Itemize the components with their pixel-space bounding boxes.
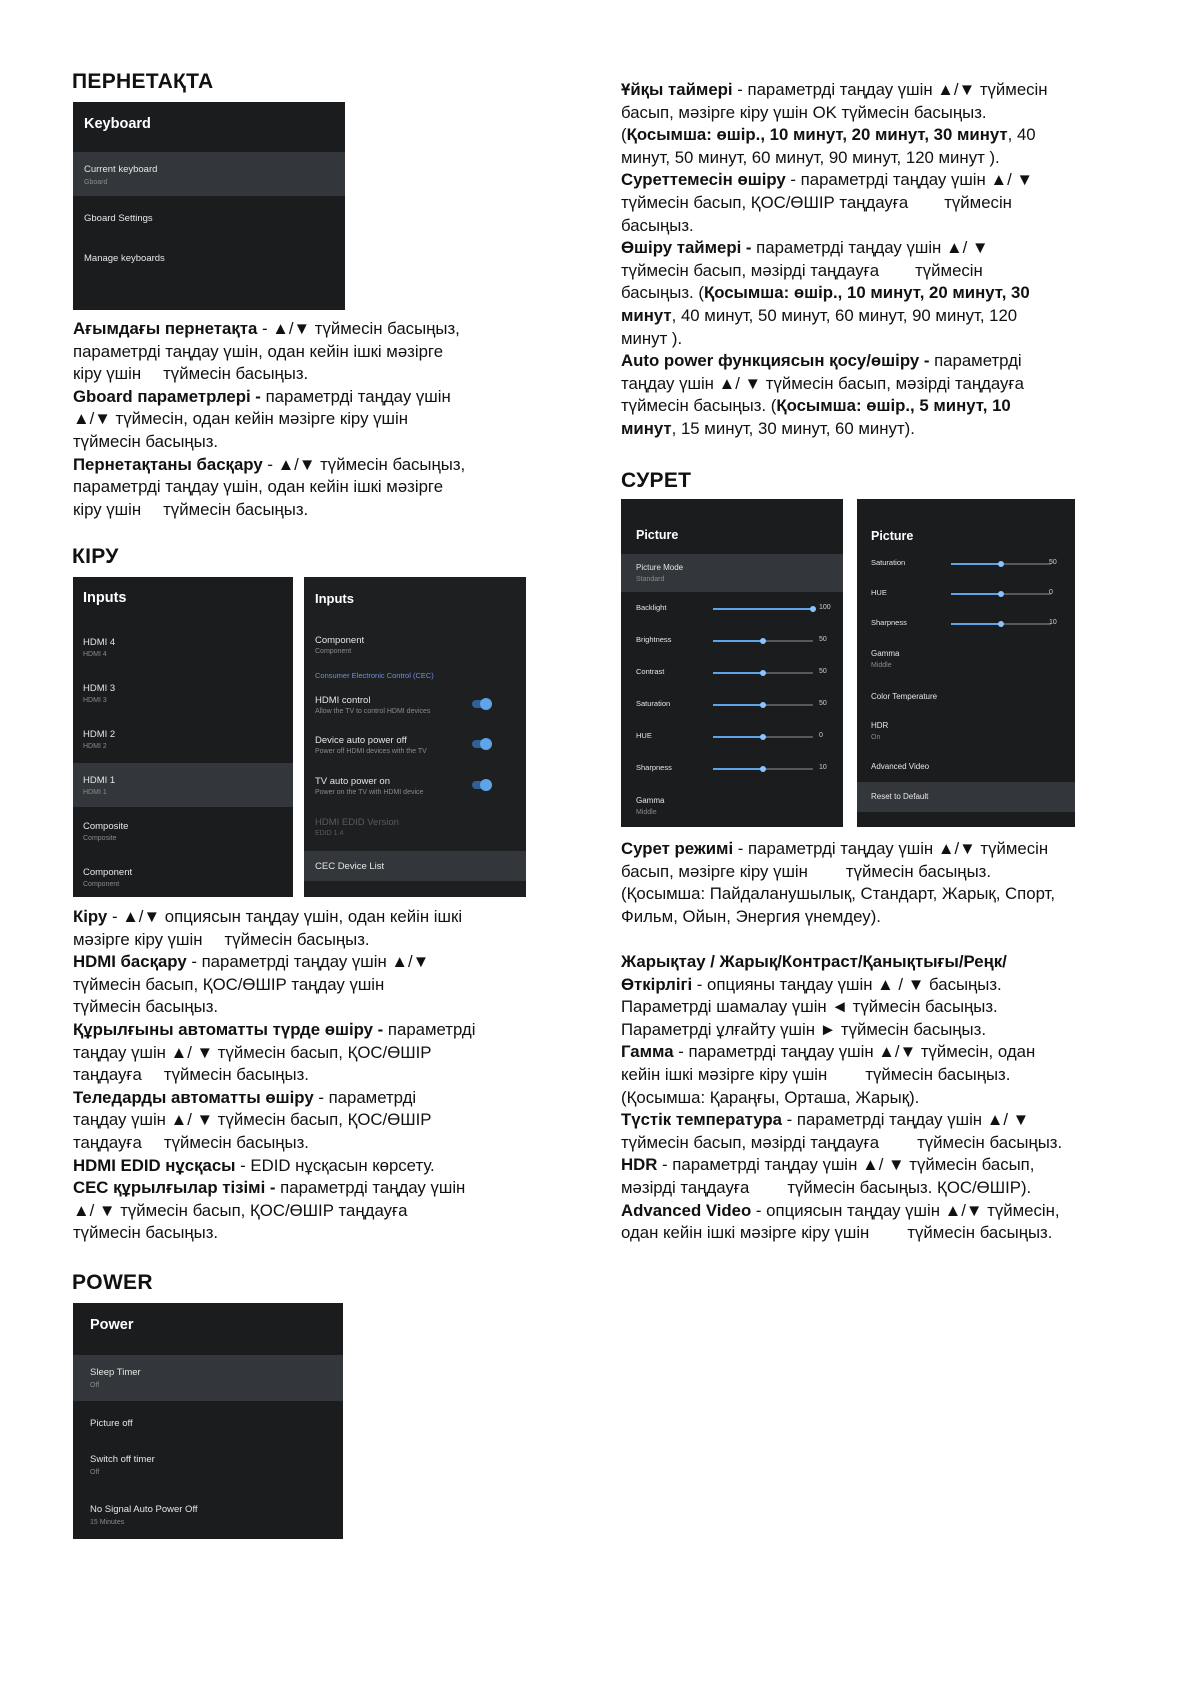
color-temperature-term: Түстік температура bbox=[621, 1110, 782, 1130]
slider-label: Backlight bbox=[636, 603, 667, 612]
manage-keyboards-term: Пернетақтаны басқару bbox=[73, 454, 263, 474]
keyboard-screen bbox=[73, 102, 345, 310]
input-item-composite[interactable] bbox=[73, 809, 293, 853]
device-auto-off-sub: Power off HDMI devices with the TV bbox=[315, 748, 427, 755]
power-heading: POWER bbox=[72, 1271, 153, 1294]
text: параметрді таңдау үшін, одан кейін ішкі мәзірге bbox=[73, 341, 444, 361]
slider-value: 0 bbox=[819, 732, 823, 739]
hdmi-control-term: HDMI басқару bbox=[73, 952, 187, 972]
gboard-settings-term: Gboard параметрлері - bbox=[73, 386, 261, 406]
text: басып, мәзірге кіру үшін bbox=[621, 861, 808, 881]
picture-screen-title: Picture bbox=[636, 528, 679, 542]
hdr-item[interactable] bbox=[857, 713, 1075, 749]
text: түймесін басыңыз. bbox=[224, 929, 370, 949]
slider-fill bbox=[713, 704, 763, 706]
text: түймесін басыңыз. ( bbox=[621, 396, 777, 416]
component-label: Component bbox=[315, 635, 365, 646]
slider-track[interactable] bbox=[713, 640, 813, 642]
input-sub: HDMI 4 bbox=[83, 651, 107, 658]
text: ( bbox=[621, 125, 627, 145]
text: түймесін басыңыз. bbox=[845, 861, 991, 881]
picture-description bbox=[621, 838, 1131, 1245]
edid-label: HDMI EDID Version bbox=[315, 817, 399, 828]
slider-label: HUE bbox=[636, 731, 652, 740]
gamma-item-right[interactable] bbox=[857, 641, 1075, 677]
cec-category-label: Consumer Electronic Control (CEC) bbox=[315, 671, 434, 680]
advanced-video-item[interactable] bbox=[857, 752, 1075, 782]
slider-track[interactable] bbox=[713, 704, 813, 706]
slider-value: 50 bbox=[819, 668, 827, 675]
hdr-label: HDR bbox=[871, 721, 889, 730]
manage-keyboards-label: Manage keyboards bbox=[84, 253, 165, 264]
picture-screen-right bbox=[857, 499, 1075, 827]
cec-list-term: CEC құрылғылар тізімі - bbox=[73, 1178, 276, 1198]
text: параметрді таңдау үшін ▲/ ▼ bbox=[751, 238, 989, 258]
slider-fill bbox=[951, 563, 1001, 565]
slider-value: 100 bbox=[819, 604, 831, 611]
slider-track[interactable] bbox=[951, 593, 1051, 595]
color-temperature-label: Color Temperature bbox=[871, 692, 938, 701]
inputs-right-title: Inputs bbox=[315, 591, 354, 606]
advanced-video-label: Advanced Video bbox=[871, 762, 930, 771]
slider-knob[interactable] bbox=[810, 606, 816, 612]
text: - ▲/▼ түймесін басыңыз, bbox=[257, 319, 460, 338]
slider-fill bbox=[951, 623, 1001, 625]
picture-right-slider-hue[interactable] bbox=[857, 579, 1075, 609]
device-auto-off-label: Device auto power off bbox=[315, 735, 407, 746]
text: Қосымша: өшір., 10 минут, 20 минут, 30 минут bbox=[626, 125, 1008, 145]
input-term: Кіру bbox=[73, 907, 108, 926]
hdmi-control-sub: Allow the TV to control HDMI devices bbox=[315, 708, 431, 715]
text: ▲/▼ түймесін, одан кейін мәзірге кіру үшін bbox=[73, 409, 408, 429]
power-screen-title: Power bbox=[90, 1317, 134, 1333]
input-sub: HDMI 3 bbox=[83, 697, 107, 704]
slider-label: HUE bbox=[871, 588, 887, 597]
current-keyboard-item[interactable] bbox=[73, 152, 345, 196]
text: минут bbox=[621, 305, 672, 325]
hdr-term: HDR bbox=[621, 1155, 658, 1175]
switch-off-timer-term: Өшіру таймері - bbox=[621, 238, 752, 258]
reset-to-default-label: Reset to Default bbox=[871, 792, 929, 801]
text: түймесін басыңыз. bbox=[917, 1132, 1063, 1152]
text: - параметрді таңдау үшін ▲/ ▼ bbox=[785, 170, 1034, 190]
slider-track[interactable] bbox=[713, 672, 813, 674]
input-sub: Component bbox=[83, 881, 120, 888]
device-auto-off-toggle[interactable] bbox=[472, 740, 490, 748]
text: - ▲/▼ түймесін басыңыз, bbox=[262, 454, 466, 474]
text: параметрді таңдау үшін, одан кейін ішкі мәзірге bbox=[73, 477, 444, 497]
input-label: HDMI 1 bbox=[83, 775, 116, 786]
input-item-hdmi1[interactable] bbox=[73, 763, 293, 807]
text: таңдау үшін ▲/ ▼ түймесін басып, ҚОС/ӨШІР bbox=[73, 1042, 432, 1062]
slider-knob[interactable] bbox=[760, 734, 766, 740]
text: минут bbox=[621, 418, 672, 438]
hdr-value: On bbox=[871, 734, 881, 741]
slider-label: Brightness bbox=[636, 635, 672, 644]
text: - опциясын таңдау үшін ▲/▼ түймесін, bbox=[751, 1200, 1060, 1220]
text: басыңыз. bbox=[621, 215, 694, 235]
slider-label: Saturation bbox=[871, 558, 906, 567]
text: түймесін басып, ҚОС/ӨШІР таңдау үшін bbox=[73, 974, 385, 994]
text: мәзірді таңдауға bbox=[621, 1177, 750, 1197]
current-keyboard-label: Current keyboard bbox=[84, 164, 158, 175]
input-label: Component bbox=[83, 867, 133, 878]
slider-label: Sharpness bbox=[871, 618, 907, 627]
slider-label: Saturation bbox=[636, 699, 671, 708]
slider-value: 50 bbox=[1049, 559, 1057, 566]
text: таңдауға bbox=[73, 1132, 142, 1152]
text: басып, мәзірге кіру үшін OK түймесін басыңыз. bbox=[621, 102, 987, 122]
text: ▲/ ▼ түймесін басып, ҚОС/ӨШІР таңдауға bbox=[73, 1200, 408, 1220]
text: параметрді bbox=[929, 351, 1022, 371]
picture-left-slider-saturation[interactable] bbox=[621, 689, 843, 721]
text: , 15 минут, 30 минут, 60 минут). bbox=[671, 418, 915, 438]
text: кіру үшін bbox=[73, 499, 142, 519]
keyboard-description bbox=[73, 318, 543, 521]
current-keyboard-term: Ағымдағы пернетақта bbox=[73, 319, 258, 338]
text: түймесін басыңыз. bbox=[73, 431, 219, 451]
text: минут ). bbox=[621, 328, 683, 348]
text: Өткірлігі bbox=[621, 974, 693, 994]
power-screen bbox=[73, 1303, 343, 1539]
inputs-heading: КІРУ bbox=[72, 545, 119, 568]
text: Параметрді шамалау үшін ◄ түймесін басыңыз. bbox=[621, 997, 998, 1017]
text: түймесін басыңыз. bbox=[163, 1065, 309, 1085]
slider-label: Contrast bbox=[636, 667, 665, 676]
power-description bbox=[621, 79, 1121, 441]
text: - опцияны таңдау үшін ▲ / ▼ басыңыз. bbox=[692, 974, 1002, 994]
slider-track[interactable] bbox=[951, 623, 1051, 625]
slider-value: 50 bbox=[819, 636, 827, 643]
gamma-value: Middle bbox=[636, 809, 657, 816]
text: параметрді bbox=[383, 1019, 476, 1039]
slider-track[interactable] bbox=[713, 768, 813, 770]
text: - параметрді таңдау үшін ▲/▼ түймесін bbox=[732, 80, 1048, 99]
text: түймесін басыңыз. bbox=[73, 1223, 219, 1243]
input-sub: HDMI 2 bbox=[83, 743, 107, 750]
slider-value: 0 bbox=[1049, 589, 1053, 596]
slider-value: 10 bbox=[1049, 619, 1057, 626]
text: таңдауға bbox=[73, 1065, 142, 1085]
input-item-hdmi4[interactable] bbox=[73, 625, 293, 669]
edid-term: HDMI EDID нұсқасы bbox=[73, 1155, 236, 1175]
picture-right-title: Picture bbox=[871, 529, 914, 543]
text: - ▲/▼ опциясын таңдау үшін, одан кейін ішкі bbox=[107, 907, 463, 926]
picture-left-slider-contrast[interactable] bbox=[621, 657, 843, 689]
text: таңдау үшін ▲/ ▼ түймесін басып, ҚОС/ӨШІР bbox=[73, 1110, 432, 1130]
slider-track[interactable] bbox=[713, 736, 813, 738]
switch-off-timer-item[interactable] bbox=[73, 1443, 343, 1489]
text: - параметрді bbox=[313, 1087, 417, 1107]
edid-item bbox=[304, 809, 526, 843]
slider-value: 50 bbox=[819, 700, 827, 707]
slider-fill bbox=[713, 672, 763, 674]
text: (Қосымша: Пайдаланушылық, Стандарт, Жарық, Спорт, bbox=[621, 884, 1056, 904]
input-item-hdmi2[interactable] bbox=[73, 717, 293, 761]
auto-power-term: Auto power функциясын қосу/өшіру - bbox=[621, 351, 930, 371]
picture-mode-value: Standard bbox=[636, 576, 665, 583]
picture-right-slider-sharpness[interactable] bbox=[857, 609, 1075, 639]
text: мәзірге кіру үшін bbox=[73, 929, 203, 949]
switch-off-timer-value: Off bbox=[90, 1469, 100, 1476]
color-temperature-item[interactable] bbox=[857, 684, 1075, 712]
text: түймесін bbox=[944, 192, 1012, 212]
inputs-screen-title: Inputs bbox=[83, 590, 127, 606]
picture-left-slider-brightness[interactable] bbox=[621, 625, 843, 657]
device-auto-off-term: Құрылғыны автоматты түрде өшіру - bbox=[73, 1019, 384, 1039]
input-label: HDMI 3 bbox=[83, 683, 116, 694]
text: одан кейін ішкі мәзірге кіру үшін bbox=[621, 1223, 870, 1243]
picture-mode-term: Сурет режимі bbox=[621, 839, 734, 858]
no-signal-auto-off-item[interactable] bbox=[73, 1493, 343, 1539]
slider-knob[interactable] bbox=[760, 638, 766, 644]
inputs-screen-left bbox=[73, 577, 293, 897]
component-sub: Component bbox=[315, 648, 352, 655]
advanced-video-term: Advanced Video bbox=[621, 1200, 752, 1220]
gamma-label: Gamma bbox=[871, 649, 900, 658]
device-auto-off-item[interactable] bbox=[304, 727, 526, 763]
slider-label: Sharpness bbox=[636, 763, 672, 772]
input-label: HDMI 2 bbox=[83, 729, 116, 740]
input-sub: HDMI 1 bbox=[83, 789, 107, 796]
no-signal-label: No Signal Auto Power Off bbox=[90, 1504, 198, 1515]
text: Фильм, Ойын, Энергия үнемдеу). bbox=[621, 906, 881, 926]
text: түймесін bbox=[915, 260, 983, 280]
no-signal-value: 15 Minutes bbox=[90, 1519, 125, 1526]
switch-off-timer-label: Switch off timer bbox=[90, 1454, 155, 1465]
slider-knob[interactable] bbox=[998, 591, 1004, 597]
gboard-settings-item[interactable] bbox=[73, 202, 345, 238]
input-item-hdmi3[interactable] bbox=[73, 671, 293, 715]
picture-mode-item[interactable] bbox=[621, 554, 843, 592]
keyboard-screen-title: Keyboard bbox=[84, 116, 151, 132]
edid-sub: EDID 1.4 bbox=[315, 830, 344, 837]
slider-knob[interactable] bbox=[998, 561, 1004, 567]
hdmi-control-label: HDMI control bbox=[315, 695, 371, 706]
picture-off-item[interactable] bbox=[73, 1407, 343, 1443]
gboard-settings-label: Gboard Settings bbox=[84, 213, 153, 224]
text: - параметрді таңдау үшін ▲/ ▼ bbox=[782, 1110, 1030, 1130]
cec-device-list-item[interactable] bbox=[304, 851, 526, 881]
sleep-timer-label: Sleep Timer bbox=[90, 1367, 141, 1378]
slider-knob[interactable] bbox=[760, 670, 766, 676]
text: Қосымша: өшір., 10 минут, 20 минут, 30 bbox=[703, 283, 1030, 303]
picture-off-label: Picture off bbox=[90, 1418, 133, 1429]
text: параметрді таңдау үшін bbox=[275, 1178, 466, 1198]
text: - параметрді таңдау үшін ▲/▼ түймесін bbox=[733, 839, 1049, 858]
text: кейін ішкі мәзірге кіру үшін bbox=[621, 1064, 828, 1084]
picture-left-slider-backlight[interactable] bbox=[621, 593, 843, 625]
text: таңдау үшін ▲/ ▼ түймесін басып, мәзірді таңдауға bbox=[621, 373, 1024, 393]
text: түймесін басыңыз. bbox=[907, 1223, 1053, 1243]
slider-track[interactable] bbox=[713, 608, 813, 610]
text: минут, 50 минут, 60 минут, 90 минут, 120 минут ). bbox=[621, 147, 1000, 167]
sleep-timer-value: Off bbox=[90, 1382, 100, 1389]
sleep-timer-item[interactable] bbox=[73, 1355, 343, 1401]
slider-knob[interactable] bbox=[998, 621, 1004, 627]
picture-mode-label: Picture Mode bbox=[636, 563, 684, 572]
text: түймесін басып, мәзірді таңдауға bbox=[621, 1132, 880, 1152]
slider-fill bbox=[951, 593, 1001, 595]
input-label: Composite bbox=[83, 821, 129, 832]
text: кіру үшін bbox=[73, 364, 142, 384]
hdmi-control-item[interactable] bbox=[304, 687, 526, 723]
text: , 40 bbox=[1007, 125, 1036, 145]
tv-auto-on-toggle[interactable] bbox=[472, 781, 490, 789]
picture-screen-left bbox=[621, 499, 843, 827]
text: - параметрді таңдау үшін ▲/▼ түймесін, одан bbox=[673, 1042, 1036, 1062]
text: түймесін басыңыз. bbox=[865, 1064, 1011, 1084]
input-label: HDMI 4 bbox=[83, 637, 116, 648]
gamma-label: Gamma bbox=[636, 796, 665, 805]
reset-to-default-item[interactable] bbox=[857, 782, 1075, 812]
manage-keyboards-item[interactable] bbox=[73, 242, 345, 278]
text: түймесін басыңыз. ҚОС/ӨШІР). bbox=[787, 1177, 1032, 1197]
inputs-screen-right bbox=[304, 577, 526, 897]
component-item[interactable] bbox=[304, 627, 526, 663]
slider-knob[interactable] bbox=[760, 766, 766, 772]
sleep-timer-term: Ұйқы таймері bbox=[621, 80, 733, 99]
inputs-description bbox=[73, 906, 543, 1245]
text: Қосымша: өшір., 5 минут, 10 bbox=[776, 396, 1011, 416]
picture-off-term: Суреттемесін өшіру bbox=[621, 170, 786, 190]
current-keyboard-value: Gboard bbox=[84, 179, 108, 186]
input-sub: Composite bbox=[83, 835, 117, 842]
text: түймесін басыңыз. bbox=[163, 499, 309, 519]
text: басыңыз. ( bbox=[621, 283, 704, 303]
text: - параметрді таңдау үшін ▲/ ▼ түймесін басып, bbox=[657, 1155, 1035, 1175]
slider-fill bbox=[713, 608, 813, 610]
text: параметрді таңдау үшін bbox=[260, 386, 451, 406]
tv-auto-off-term: Теледарды автоматты өшіру bbox=[73, 1087, 314, 1107]
picture-right-slider-saturation[interactable] bbox=[857, 549, 1075, 579]
keyboard-heading: ПЕРНЕТАҚТА bbox=[72, 70, 214, 93]
gamma-term: Гамма bbox=[621, 1042, 674, 1062]
slider-fill bbox=[713, 768, 763, 770]
input-item-component[interactable] bbox=[73, 855, 293, 897]
text: түймесін басыңыз. bbox=[163, 364, 309, 384]
slider-fill bbox=[713, 736, 763, 738]
text: түймесін басып, мәзірді таңдауға bbox=[621, 260, 880, 280]
slider-value: 10 bbox=[819, 764, 827, 771]
cec-device-list-label: CEC Device List bbox=[315, 861, 385, 872]
slider-fill bbox=[713, 640, 763, 642]
picture-left-slider-hue[interactable] bbox=[621, 721, 843, 753]
text: - параметрді таңдау үшін ▲/▼ bbox=[186, 952, 430, 972]
slider-track[interactable] bbox=[951, 563, 1051, 565]
gamma-item[interactable] bbox=[621, 789, 843, 825]
hdmi-control-toggle[interactable] bbox=[472, 700, 490, 708]
picture-left-slider-sharpness[interactable] bbox=[621, 753, 843, 785]
text: түймесін басыңыз. bbox=[163, 1132, 309, 1152]
tv-auto-on-item[interactable] bbox=[304, 768, 526, 804]
gamma-value: Middle bbox=[871, 662, 892, 669]
picture-heading: СУРЕТ bbox=[621, 469, 692, 492]
text: түймесін басыңыз. bbox=[73, 997, 219, 1017]
slider-knob[interactable] bbox=[760, 702, 766, 708]
text: - EDID нұсқасын көрсету. bbox=[235, 1155, 435, 1175]
text: түймесін басып, ҚОС/ӨШІР таңдауға bbox=[621, 192, 909, 212]
tv-auto-on-label: TV auto power on bbox=[315, 776, 390, 787]
text: Параметрді ұлғайту үшін ► түймесін басыңыз. bbox=[621, 1019, 986, 1039]
tv-auto-on-sub: Power on the TV with HDMI device bbox=[315, 789, 424, 796]
brightness-term: Жарықтау / Жарық/Контраст/Қанықтығы/Реңк/ bbox=[621, 951, 1007, 971]
text: , 40 минут, 50 минут, 60 минут, 90 минут, 120 bbox=[671, 305, 1018, 325]
text: (Қосымша: Қараңғы, Орташа, Жарық). bbox=[621, 1087, 920, 1107]
